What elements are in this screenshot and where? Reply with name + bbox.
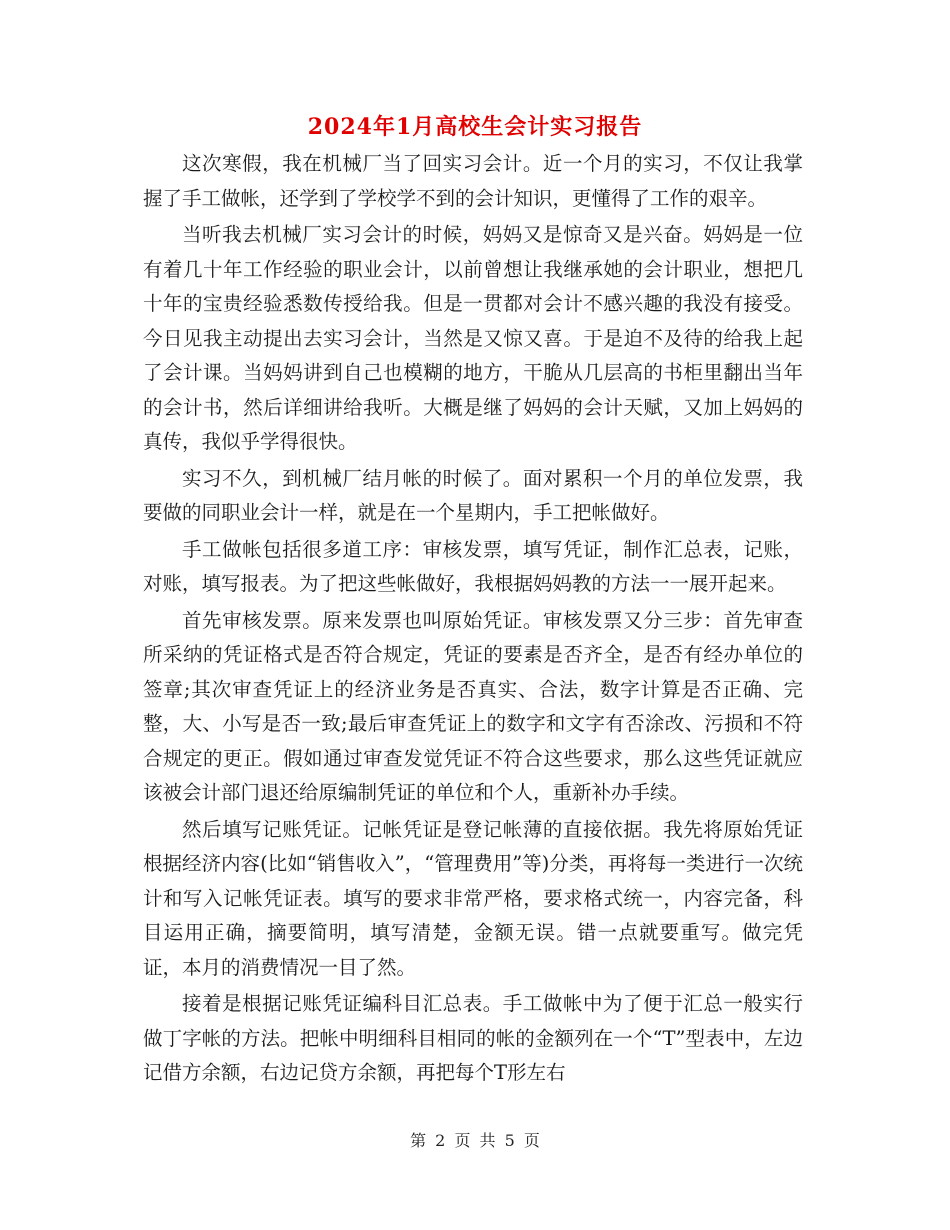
paragraph-2: 当听我去机械厂实习会计的时候，妈妈又是惊奇又是兴奋。妈妈是一位有着几十年工作经验的职业会计，以前曾想让我继承她的会计职业，想把几十年的宝贵经验悉数传授给我。但是一贯都对会计不感兴趣的我没有接受。今日见我主动提出去实习会计，当然是又惊又喜。于是迫不及待的给我上起了会计课。当妈妈讲到自己也模糊的地方，干脆从几层高的书柜里翻出当年的会计书，然后详细讲给我听。大概是继了妈妈的会计天赋，又加上妈妈的真传，我似乎学得很快。 [143,223,803,453]
paragraph-7: 接着是根据记账凭证编科目汇总表。手工做帐中为了便于汇总一般实行做丁字帐的方法。把帐中明细科目相同的帐的金额列在一个“T”型表中，左边记借方余额，右边记贷方余额，再把每个T形左右 [143,992,803,1084]
page-footer: 第 2 页 共 5 页 [410,1131,540,1150]
paragraph-4: 手工做帐包括很多道工序：审核发票，填写凭证，制作汇总表，记账，对账，填写报表。为了把这些帐做好，我根据妈妈教的方法一一展开起来。 [143,537,803,595]
paragraph-5: 首先审核发票。原来发票也叫原始凭证。审核发票又分三步：首先审查所采纳的凭证格式是否符合规定，凭证的要素是否齐全，是否有经办单位的签章;其次审查凭证上的经济业务是否真实、合法，数字计算是否正确、完整，大、小写是否一致;最后审查凭证上的数字和文字有否涂改、污损和不符合规定的更正。假如通过审查发觉凭证不符合这些要求，那么这些凭证就应该被会计部门退还给原编制凭证的单位和个人，重新补办手续。 [143,608,803,804]
paragraph-1: 这次寒假，我在机械厂当了回实习会计。近一个月的实习，不仅让我掌握了手工做帐，还学到了学校学不到的会计知识，更懂得了工作的艰辛。 [143,152,803,210]
paragraph-3: 实习不久，到机械厂结月帐的时候了。面对累积一个月的单位发票，我要做的同职业会计一样，就是在一个星期内，手工把帐做好。 [143,466,803,524]
paragraph-6: 然后填写记账凭证。记帐凭证是登记帐薄的直接依据。我先将原始凭证根据经济内容(比如“销售收入”，“管理费用”等)分类，再将每一类进行一次统计和写入记帐凭证表。填写的要求非常严格，要求格式统一，内容完备，科目运用正确，摘要简明，填写清楚，金额无误。错一点就要重写。做完凭证，本月的消费情况一目了然。 [143,817,803,979]
document-title: 2024年1月高校生会计实习报告 [307,114,643,140]
document-body [143,147,803,1093]
